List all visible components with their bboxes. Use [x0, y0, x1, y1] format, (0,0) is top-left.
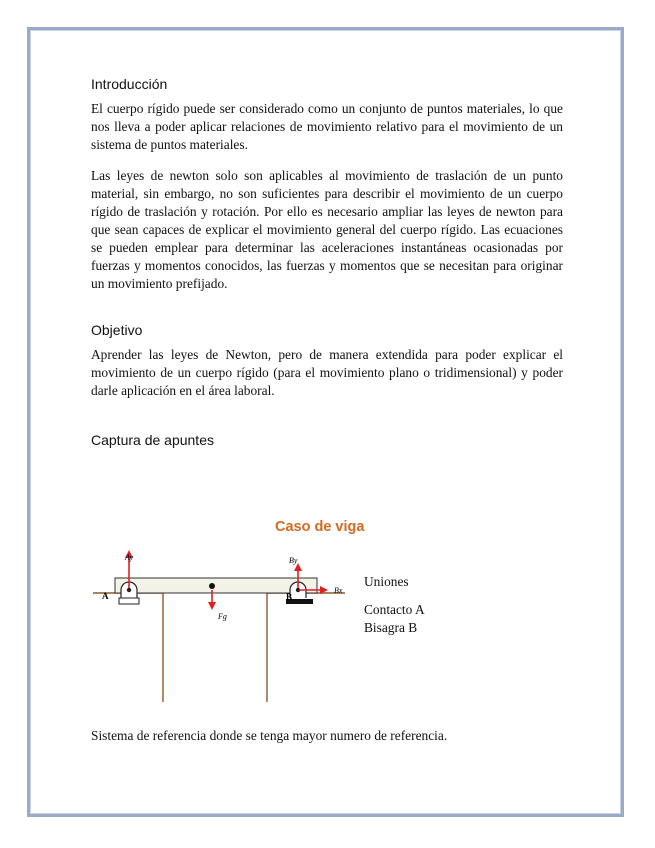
- beam: [115, 578, 317, 593]
- note-uniones: Uniones: [364, 574, 409, 589]
- label-force-by: By: [289, 556, 298, 565]
- label-force-bx: Bx: [334, 586, 343, 595]
- closing-paragraph: Sistema de referencia donde se tenga mayor numero de referencia.: [91, 728, 448, 743]
- figure-title: Caso de viga: [275, 519, 365, 535]
- label-point-a: A: [102, 591, 109, 601]
- intro-paragraph-1: El cuerpo rígido puede ser considerado como un conjunto de puntos materiales, lo que nos lleva a poder aplicar relaciones de movimiento relativo para el movimiento de un sistema de puntos materiales.: [91, 101, 563, 152]
- right-wall: [267, 593, 345, 702]
- label-point-b: B: [286, 592, 293, 602]
- label-weight: Fg: [218, 612, 227, 621]
- beam-diagram: [85, 540, 375, 710]
- center-of-mass: [209, 583, 215, 589]
- intro-paragraph-2: Las leyes de newton solo son aplicables al movimiento de traslación de un punto material, sin embargo, no son suficientes para describir el movimiento de un cuerpo rígido de traslación y rotación. Por ello es necesario ampliar las leyes de newton para que sean capaces de explicar el movimiento general del cuerpo rígido. Las ecuaciones se pueden emplear para determinar las aceleraciones instantáneas ocasionadas por fuerzas y momentos conocidos, las fuerzas y momentos que se necesitan para originar un movimiento prefijado.: [91, 168, 563, 291]
- note-bisagra-b: Bisagra B: [364, 620, 418, 635]
- label-force-ay: Ay: [125, 553, 133, 562]
- apuntes-heading: Captura de apuntes: [91, 432, 214, 448]
- note-contacto-a: Contacto A: [364, 602, 425, 617]
- intro-heading: Introducción: [91, 76, 168, 92]
- left-wall: [93, 593, 163, 702]
- objetivo-paragraph: Aprender las leyes de Newton, pero de manera extendida para poder explicar el movimiento de un cuerpo rígido (para el movimiento plano o tridimensional) y poder darle aplicación en el área laboral.: [91, 347, 563, 398]
- objetivo-heading: Objetivo: [91, 322, 143, 338]
